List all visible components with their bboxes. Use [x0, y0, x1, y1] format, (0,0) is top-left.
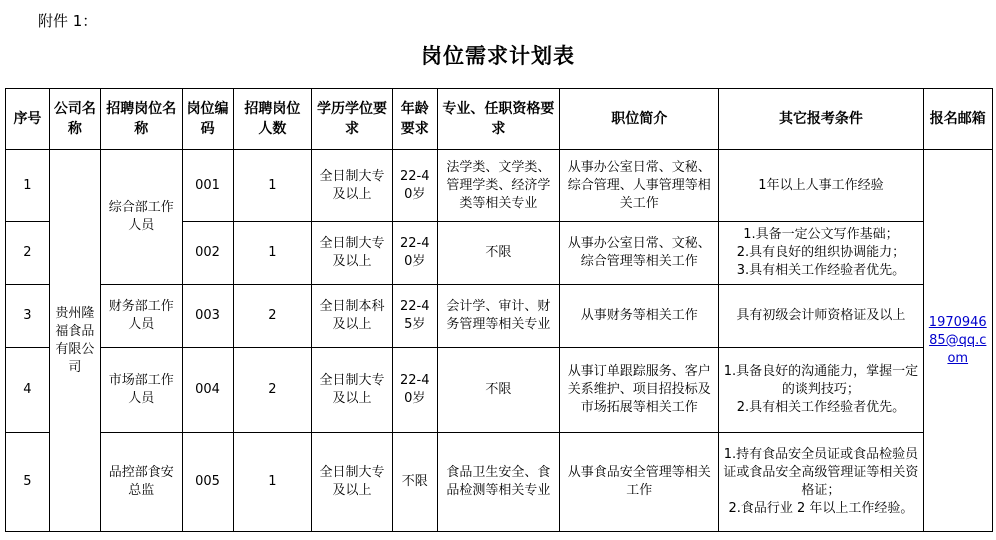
position-code: 005 — [182, 433, 233, 532]
education-requirement: 全日制大专及以上 — [312, 433, 393, 532]
table-row — [6, 348, 993, 433]
major-requirement: 法学类、文学类、管理学类、经济学类等相关专业 — [437, 150, 559, 222]
education-requirement: 全日制大专及以上 — [312, 222, 393, 285]
age-requirement: 22-40岁 — [392, 150, 437, 222]
company-name: 贵州隆福食品有限公司 — [49, 150, 100, 532]
header-email: 报名邮箱 — [923, 89, 993, 150]
position-plan-table — [5, 88, 993, 532]
table-row — [6, 285, 993, 348]
row-no: 2 — [6, 222, 50, 285]
page-title: 岗位需求计划表 — [421, 43, 575, 68]
position-count: 1 — [233, 222, 312, 285]
row-no: 3 — [6, 285, 50, 348]
major-requirement: 不限 — [437, 348, 559, 433]
header-intro: 职位简介 — [560, 89, 719, 150]
position-code: 001 — [182, 150, 233, 222]
position-count: 2 — [233, 348, 312, 433]
position-name: 市场部工作人员 — [100, 348, 182, 433]
age-requirement: 22-40岁 — [392, 222, 437, 285]
age-requirement: 22-45岁 — [392, 285, 437, 348]
condition-line: 2.具有良好的组织协调能力； — [736, 245, 906, 260]
other-conditions: 1年以上人事工作经验 — [719, 150, 923, 222]
position-intro: 从事食品安全管理等相关工作 — [560, 433, 719, 532]
position-code: 002 — [182, 222, 233, 285]
position-code: 004 — [182, 348, 233, 433]
header-row — [6, 89, 993, 150]
header-major: 专业、任职资格要求 — [437, 89, 559, 150]
condition-line: 1.具备良好的沟通能力，掌握一定的谈判技巧； — [723, 364, 919, 397]
row-no: 4 — [6, 348, 50, 433]
position-count: 1 — [233, 433, 312, 532]
position-count: 2 — [233, 285, 312, 348]
position-intro: 从事财务等相关工作 — [560, 285, 719, 348]
age-requirement: 22-40岁 — [392, 348, 437, 433]
row-no: 1 — [6, 150, 50, 222]
header-position: 招聘岗位名称 — [100, 89, 182, 150]
row-no: 5 — [6, 433, 50, 532]
condition-line: 2.食品行业 2 年以上工作经验。 — [728, 501, 914, 516]
major-requirement: 会计学、审计、财务管理等相关专业 — [437, 285, 559, 348]
header-age: 年龄要求 — [392, 89, 437, 150]
table-row — [6, 150, 993, 222]
position-code: 003 — [182, 285, 233, 348]
header-company: 公司名称 — [49, 89, 100, 150]
condition-line: 1.持有食品安全员证或食品检验员证或食品安全高级管理证等相关资格证； — [723, 447, 919, 498]
condition-line: 1.具备一定公文写作基础； — [743, 227, 899, 242]
position-intro: 从事订单跟踪服务、客户关系维护、项目招投标及市场拓展等相关工作 — [560, 348, 719, 433]
email-link[interactable]: 197094685@qq.com — [923, 150, 993, 532]
major-requirement: 食品卫生安全、食品检测等相关专业 — [437, 433, 559, 532]
other-conditions — [719, 348, 923, 433]
position-name: 品控部食安总监 — [100, 433, 182, 532]
attachment-label: 附件 1： — [38, 12, 98, 30]
header-code: 岗位编码 — [182, 89, 233, 150]
header-other: 其它报考条件 — [719, 89, 923, 150]
condition-line: 3.具有相关工作经验者优先。 — [736, 263, 906, 278]
table-row — [6, 433, 993, 532]
education-requirement: 全日制大专及以上 — [312, 150, 393, 222]
position-intro: 从事办公室日常、文秘、综合管理等相关工作 — [560, 222, 719, 285]
position-count: 1 — [233, 150, 312, 222]
condition-line: 2.具有相关工作经验者优先。 — [736, 400, 906, 415]
header-no: 序号 — [6, 89, 50, 150]
other-conditions — [719, 222, 923, 285]
position-name: 财务部工作人员 — [100, 285, 182, 348]
other-conditions — [719, 433, 923, 532]
major-requirement: 不限 — [437, 222, 559, 285]
other-conditions: 具有初级会计师资格证及以上 — [719, 285, 923, 348]
education-requirement: 全日制大专及以上 — [312, 348, 393, 433]
header-education: 学历学位要求 — [312, 89, 393, 150]
header-count: 招聘岗位人数 — [233, 89, 312, 150]
position-name: 综合部工作人员 — [100, 150, 182, 285]
age-requirement: 不限 — [392, 433, 437, 532]
education-requirement: 全日制本科及以上 — [312, 285, 393, 348]
position-intro: 从事办公室日常、文秘、综合管理、人事管理等相关工作 — [560, 150, 719, 222]
